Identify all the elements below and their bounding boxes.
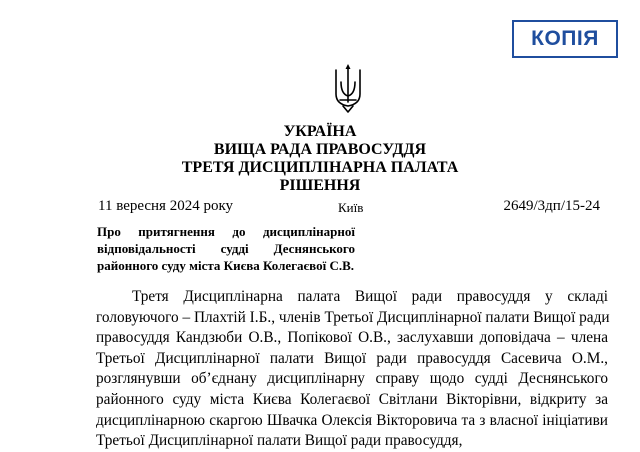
subject-line: відповідальності судді Деснянського	[97, 241, 355, 256]
decision-date: 11 вересня 2024 року	[98, 198, 234, 214]
copy-stamp: КОПІЯ	[512, 20, 618, 58]
body-line: правосуддя Кандзюби О.В., Попікової О.В., заслухавши доповідача – члена	[96, 329, 608, 347]
trident-emblem-icon	[331, 64, 365, 116]
body-line: дисциплінарною скаргою Швачка Олексія Вікторовича та з власної ініціативи	[96, 411, 608, 429]
decision-city: Київ	[338, 200, 364, 215]
decision-number: 2649/3дп/15-24	[503, 198, 600, 214]
body-line: розглянувши об’єднану дисциплінарну справу щодо судді Деснянського	[96, 370, 608, 388]
decision-body	[96, 287, 608, 452]
body-line: районного суду міста Києва Колегаєвої Світлани Вікторівни, відкриту за	[96, 390, 608, 408]
country-title: УКРАЇНА	[283, 123, 357, 140]
body-line: Третьої Дисциплінарної палати Вищої ради правосуддя Сасевича О.М.,	[96, 349, 608, 367]
body-line: Третя Дисциплінарна палата Вищої ради правосуддя у складі	[132, 288, 608, 305]
document-type: РІШЕННЯ	[279, 177, 361, 194]
body-line: головуючого – Плахтій І.Б., членів Третьої Дисциплінарної палати Вищої ради	[96, 308, 610, 326]
decision-subject	[97, 223, 355, 274]
subject-line: районного суду міста Києва Колегаєвої С.В.	[97, 258, 355, 273]
chamber-title: ТРЕТЯ ДИСЦИПЛІНАРНА ПАЛАТА	[181, 159, 459, 176]
council-title: ВИЩА РАДА ПРАВОСУДДЯ	[213, 141, 427, 158]
subject-line: Про притягнення до дисциплінарної	[97, 224, 355, 239]
body-line: Третьої Дисциплінарної палати Вищої ради правосуддя,	[96, 432, 463, 450]
